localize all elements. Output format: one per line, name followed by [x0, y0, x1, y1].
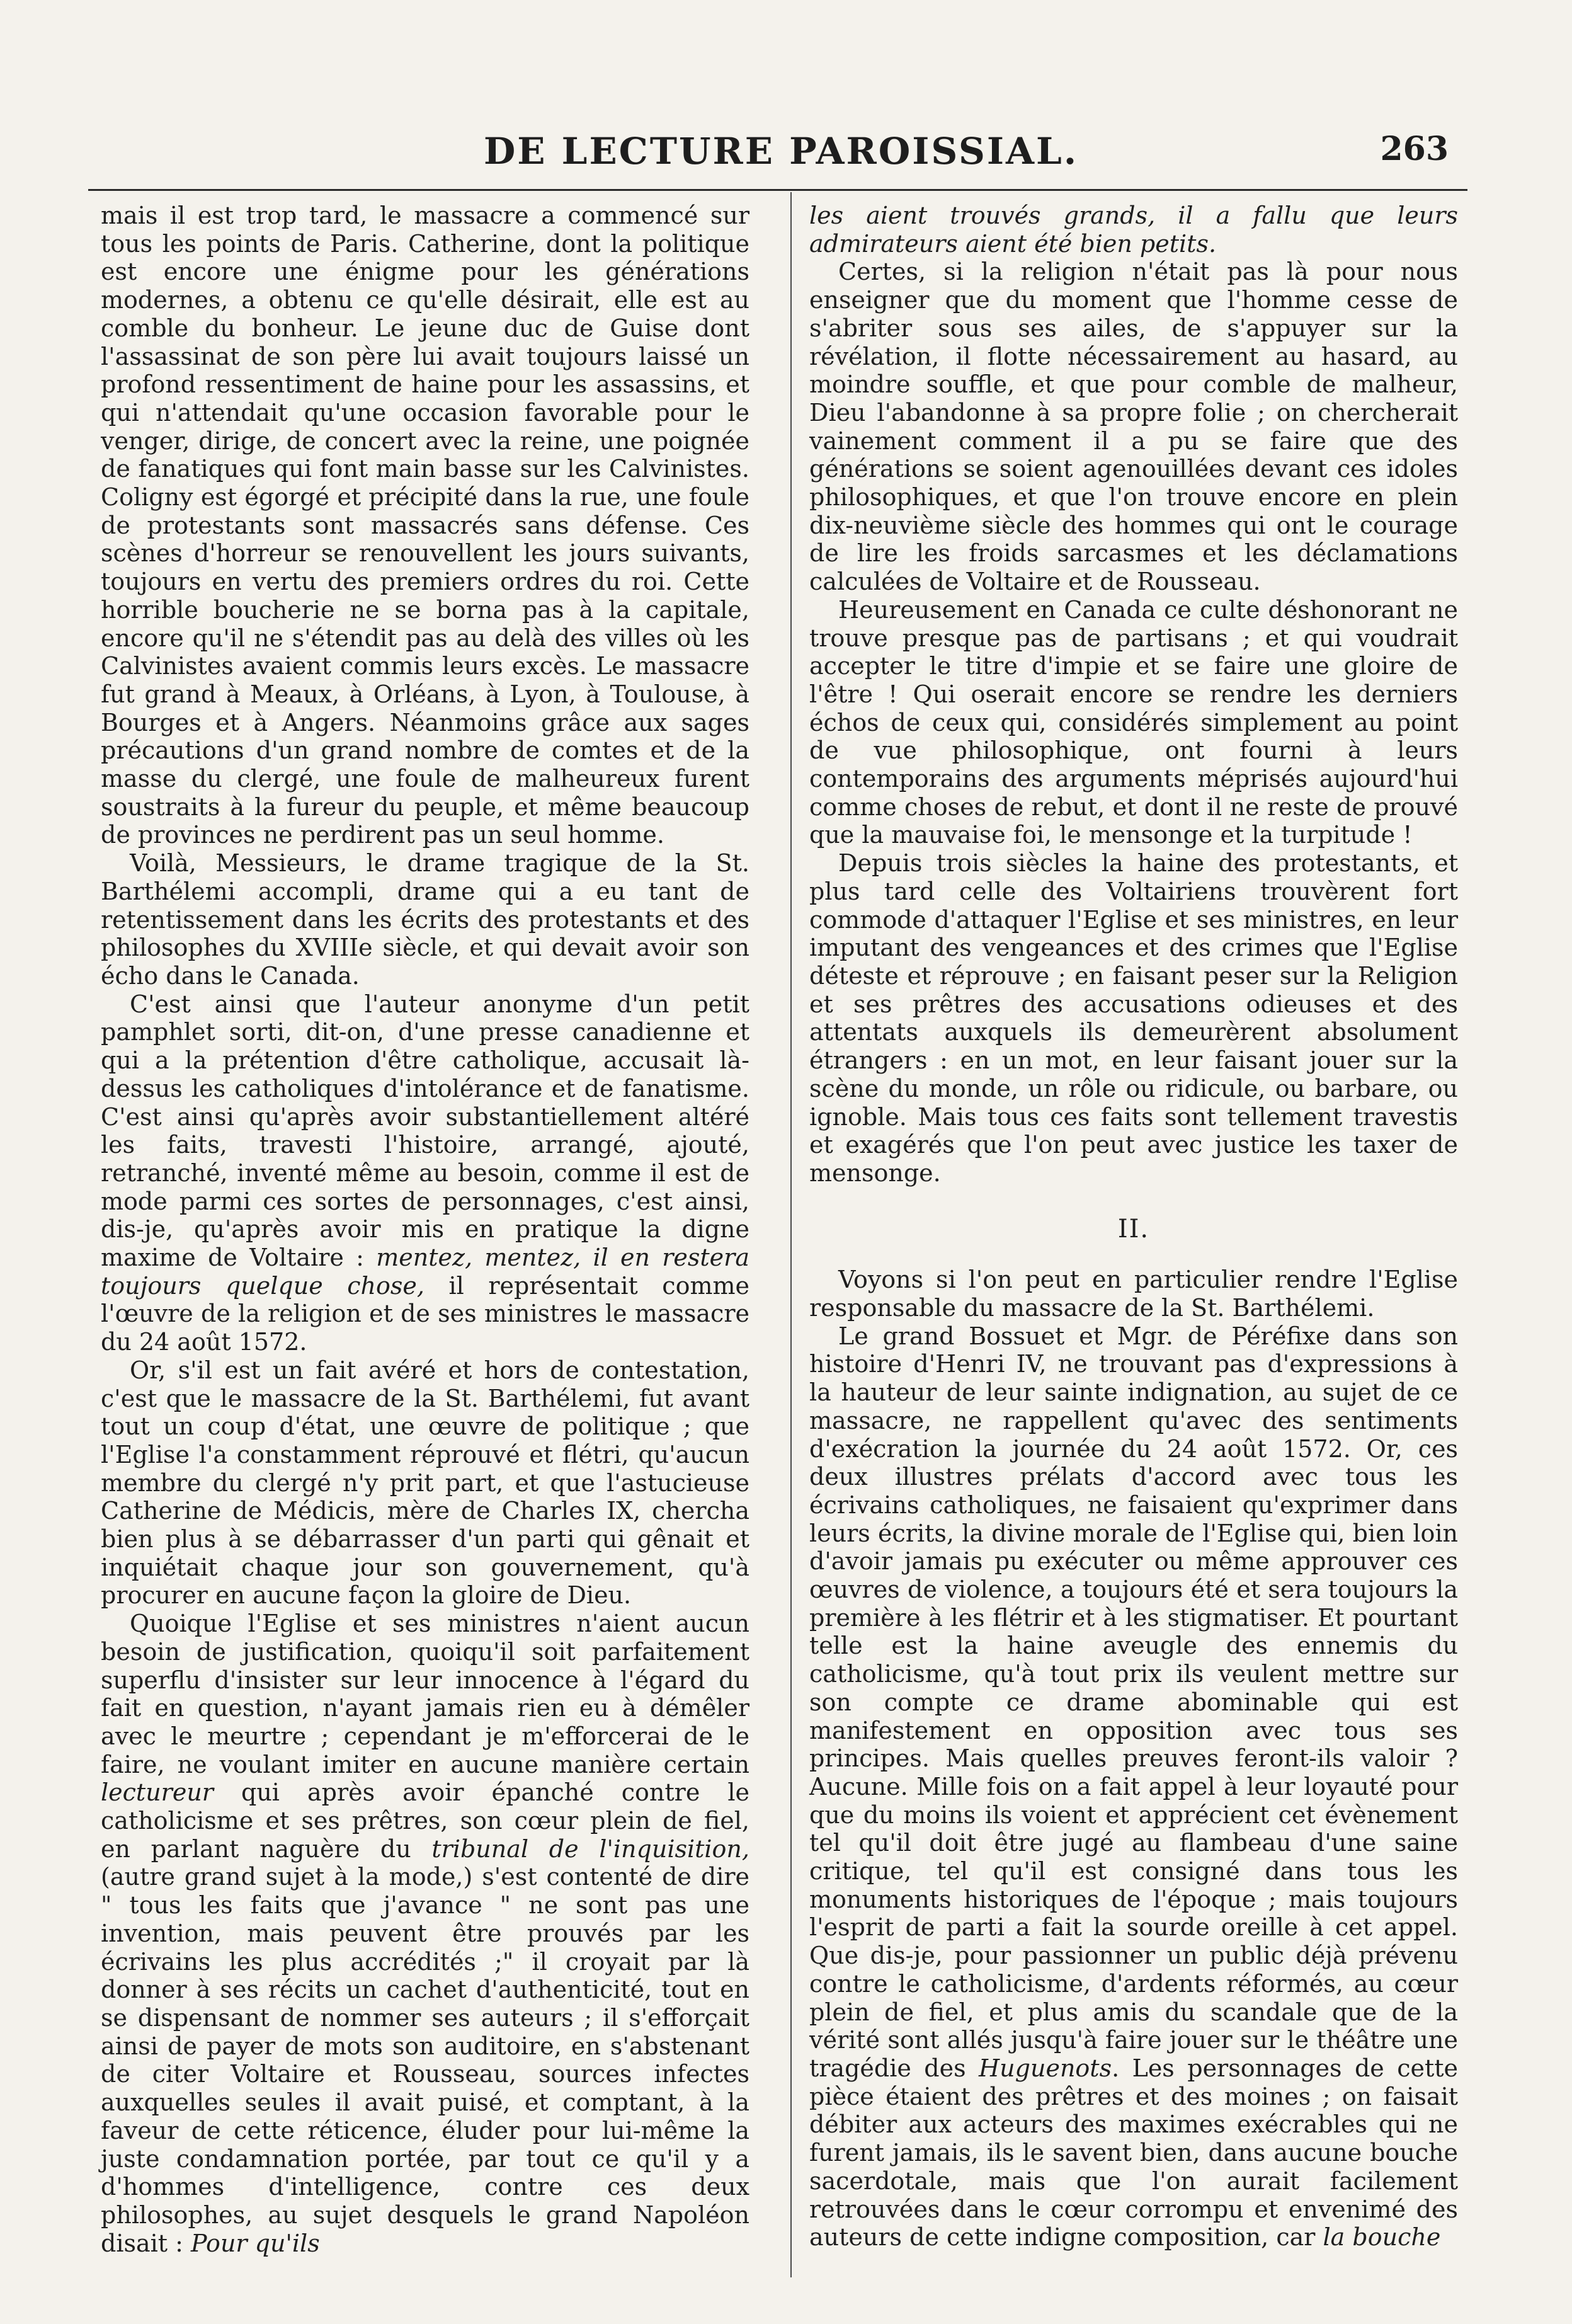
italic-term: lectureur	[101, 1778, 214, 1807]
text-run: (autre grand sujet à la mode,) s'est contenté de dire " tous les faits que j'avance " ne sont pas une invention, mais peuvent être prouvés par les écrivains les plus accrédités ;" il croyait par là donner à ses récits un cachet d'authenticité, tout en se dispensant de nommer ses auteurs ; il s'efforçait ainsi de payer de mots son auditoire, en s'abstenant de citer Voltaire et Rousseau, sources infectes auxquelles seules il avait puisé, et comptant, à la faveur de cette réticence, éluder pour lui-même la juste condamnation portée, par tout ce qu'il y a d'hommes d'intelligence, contre ces deux philosophes, au sujet desquels le grand Napoléon disait :	[101, 1863, 749, 2257]
paragraph	[809, 1322, 1458, 2252]
italic-quote: les aient trouvés grands, il a fallu que leurs admirateurs aient été bien petits.	[809, 202, 1458, 258]
paragraph	[101, 1610, 749, 2257]
text-run: . Les personnages de cette pièce étaient des prêtres et des moines ; on faisait débiter aux acteurs des maximes exécrables qui ne furent jamais, ils le savent bien, dans aucune bouche sacerdotale, mais que l'on aurait facilement retrouvées dans le cœur corrompu et envenimé des auteurs de cette indigne composition, car	[809, 2054, 1458, 2252]
italic-quote: mentez, mentez, il en restera toujours quelque chose,	[101, 1244, 749, 1300]
text-run: C'est ainsi que l'auteur anonyme d'un petit pamphlet sorti, dit-on, d'une presse canadienne et qui a la prétention d'être catholique, accusait là-dessus les catholiques d'intolérance et de fanatisme. C'est ainsi qu'après avoir substantiellement altéré les faits, travesti l'histoire, arrangé, ajouté, retranché, inventé même au besoin, comme il est de mode parmi ces sortes de personnages, c'est ainsi, dis-je, qu'après avoir mis en pratique la digne maxime de Voltaire :	[101, 990, 749, 1272]
paragraph: Voilà, Messieurs, le drame tragique de la St. Barthélemi accompli, drame qui a eu tant de retentissement dans les écrits des protestants et des philosophes du XVIIIe siècle, et qui devait avoir son écho dans le Canada.	[101, 849, 749, 990]
paragraph: mais il est trop tard, le massacre a commencé sur tous les points de Paris. Catherine, dont la politique est encore une énigme pour les générations modernes, a obtenu ce qu'elle désirait, elle est au comble du bonheur. Le jeune duc de Guise dont l'assassinat de son père lui avait toujours laissé un profond ressentiment de haine pour les assassins, et qui n'attendait qu'une occasion favorable pour le venger, dirige, de concert avec la reine, une poignée de fanatiques qui font main basse sur les Calvinistes. Coligny est égorgé et précipité dans la rue, une foule de protestants sont massacrés sans défense. Ces scènes d'horreur se renouvellent les jours suivants, toujours en vertu des premiers ordres du roi. Cette horrible boucherie ne se borna pas à la capitale, encore qu'il ne s'étendit pas au delà des villes où les Calvinistes avaient commis leurs excès. Le massacre fut grand à Meaux, à Orléans, à Lyon, à Toulouse, à Bourges et à Angers. Néanmoins grâce aux sages précautions d'un grand nombre de comtes et de la masse du clergé, une foule de malheureux furent soustraits à la fureur du peuple, et même beaucoup de provinces ne perdirent pas un seul homme.	[101, 202, 749, 849]
paragraph: Certes, si la religion n'était pas là pour nous enseigner que du moment que l'homme cesse de s'abriter sous ses ailes, de s'appuyer sur la révélation, il flotte nécessairement au hasard, au moindre souffle, et que pour comble de malheur, Dieu l'abandonne à sa propre folie ; on chercherait vainement comment il a pu se faire que des générations se soient agenouillées devant ces idoles philosophiques, et que l'on trouve encore en plein dix-neuvième siècle des hommes qui ont le courage de lire les froids sarcasmes et les déclamations calculées de Voltaire et de Rousseau.	[809, 258, 1458, 596]
text-run: il représentait comme l'œuvre de la religion et de ses ministres le massacre du 24 août 1572.	[101, 1271, 750, 1356]
paragraph: Depuis trois siècles la haine des protestants, et plus tard celle des Voltairiens trouvèrent fort commode d'attaquer l'Eglise et ses ministres, en leur imputant des vengeances et des crimes que l'Eglise déteste et réprouve ; en faisant peser sur la Religion et ses prêtres des accusations odieuses et des attentats auxquels ils demeurèrent absolument étrangers : en un mot, en leur faisant jouer sur la scène du monde, un rôle ou ridicule, ou barbare, ou ignoble. Mais tous ces faits sont tellement travestis et exagérés que l'on peut avec justice les taxer de mensonge.	[809, 849, 1458, 1187]
text-run: Le grand Bossuet et Mgr. de Péréfixe dans son histoire d'Henri IV, ne trouvant pas d'expressions à la hauteur de leur sainte indignation, au sujet de ce massacre, ne rappellent qu'avec des sentiments d'exécration la journée du 24 août 1572. Or, ces deux illustres prélats d'accord avec tous les écrivains catholiques, ne faisaient qu'exprimer dans leurs écrits, la divine morale de l'Eglise qui, bien loin d'avoir jamais pu exécuter ou même approuver ces œuvres de violence, a toujours été et sera toujours la première à les flétrir et à les stigmatiser. Et pourtant telle est la haine aveugle des ennemis du catholicisme, qu'à tout prix ils veulent mettre sur son compte ce drame abominable qui est manifestement en opposition avec tous ses principes. Mais quelles preuves feront-ils valoir ? Aucune. Mille fois on a fait appel à leur loyauté pour que du moins ils voient et apprécient cet évènement tel qu'il doit être jugé au flambeau d'une saine critique, tel qu'il est consigné dans tous les monuments historiques de l'époque ; mais toujours l'esprit de parti a fait la sourde oreille à cet appel. Que dis-je, pour passionner un public déjà prévenu contre le catholicisme, d'ardents réformés, au cœur plein de fiel, et plus amis du scandale que de la vérité sont allés jusqu'à faire jouer sur le théâtre une tragédie des	[809, 1322, 1458, 2082]
column-divider	[790, 192, 792, 2277]
left-column	[101, 202, 749, 2257]
paragraph: Or, s'il est un fait avéré et hors de contestation, c'est que le massacre de la St. Barthélemi, fut avant tout un coup d'état, une œuvre de politique ; que l'Eglise l'a constamment réprouvé et flétri, qu'aucun membre du clergé n'y prit part, et que l'astucieuse Catherine de Médicis, mère de Charles IX, chercha bien plus à se débarrasser d'un parti qui gênait et inquiétait chaque jour son gouvernement, qu'à procurer en aucune façon la gloire de Dieu.	[101, 1356, 749, 1610]
italic-quote: la bouche	[1323, 2223, 1441, 2252]
paragraph	[101, 990, 749, 1356]
italic-quote: Pour qu'ils	[191, 2229, 320, 2257]
text-run: qui après avoir épanché contre le catholicisme et ses prêtres, son cœur plein de fiel, en parlant naguère du	[101, 1778, 749, 1863]
italic-term: Huguenots	[979, 2054, 1112, 2082]
text-run: Quoique l'Eglise et ses ministres n'aient aucun besoin de justification, quoiqu'il soit parfaitement superflu d'insister sur leur innocence à l'égard du fait en question, n'ayant jamais rien eu à démêler avec le meurtre ; cependant je m'efforcerai de le faire, ne voulant imiter en aucune manière certain	[101, 1610, 749, 1778]
running-title: DE LECTURE PAROISSIAL.	[483, 130, 1079, 173]
paragraph: Voyons si l'on peut en particulier rendre l'Eglise responsable du massacre de la St. Barthélemi.	[809, 1266, 1458, 1322]
header-rule	[88, 189, 1467, 191]
paragraph: Heureusement en Canada ce culte déshonorant ne trouve presque pas de partisans ; et qui voudrait accepter le titre d'impie et se faire une gloire de l'être ! Qui oserait encore se rendre les derniers échos de ceux qui, considérés simplement au point de vue philosophique, ont fourni à leurs contemporains des arguments méprisés aujourd'hui comme choses de rebut, et dont il ne reste de prouvé que la mauvaise foi, le mensonge et la turpitude !	[809, 595, 1458, 849]
section-heading: II.	[1117, 1214, 1150, 1244]
page-number: 263	[1380, 130, 1449, 168]
italic-term: tribunal de l'inquisition,	[431, 1835, 749, 1863]
right-column	[809, 202, 1458, 2252]
page-header	[113, 130, 1449, 174]
paragraph	[809, 202, 1458, 258]
